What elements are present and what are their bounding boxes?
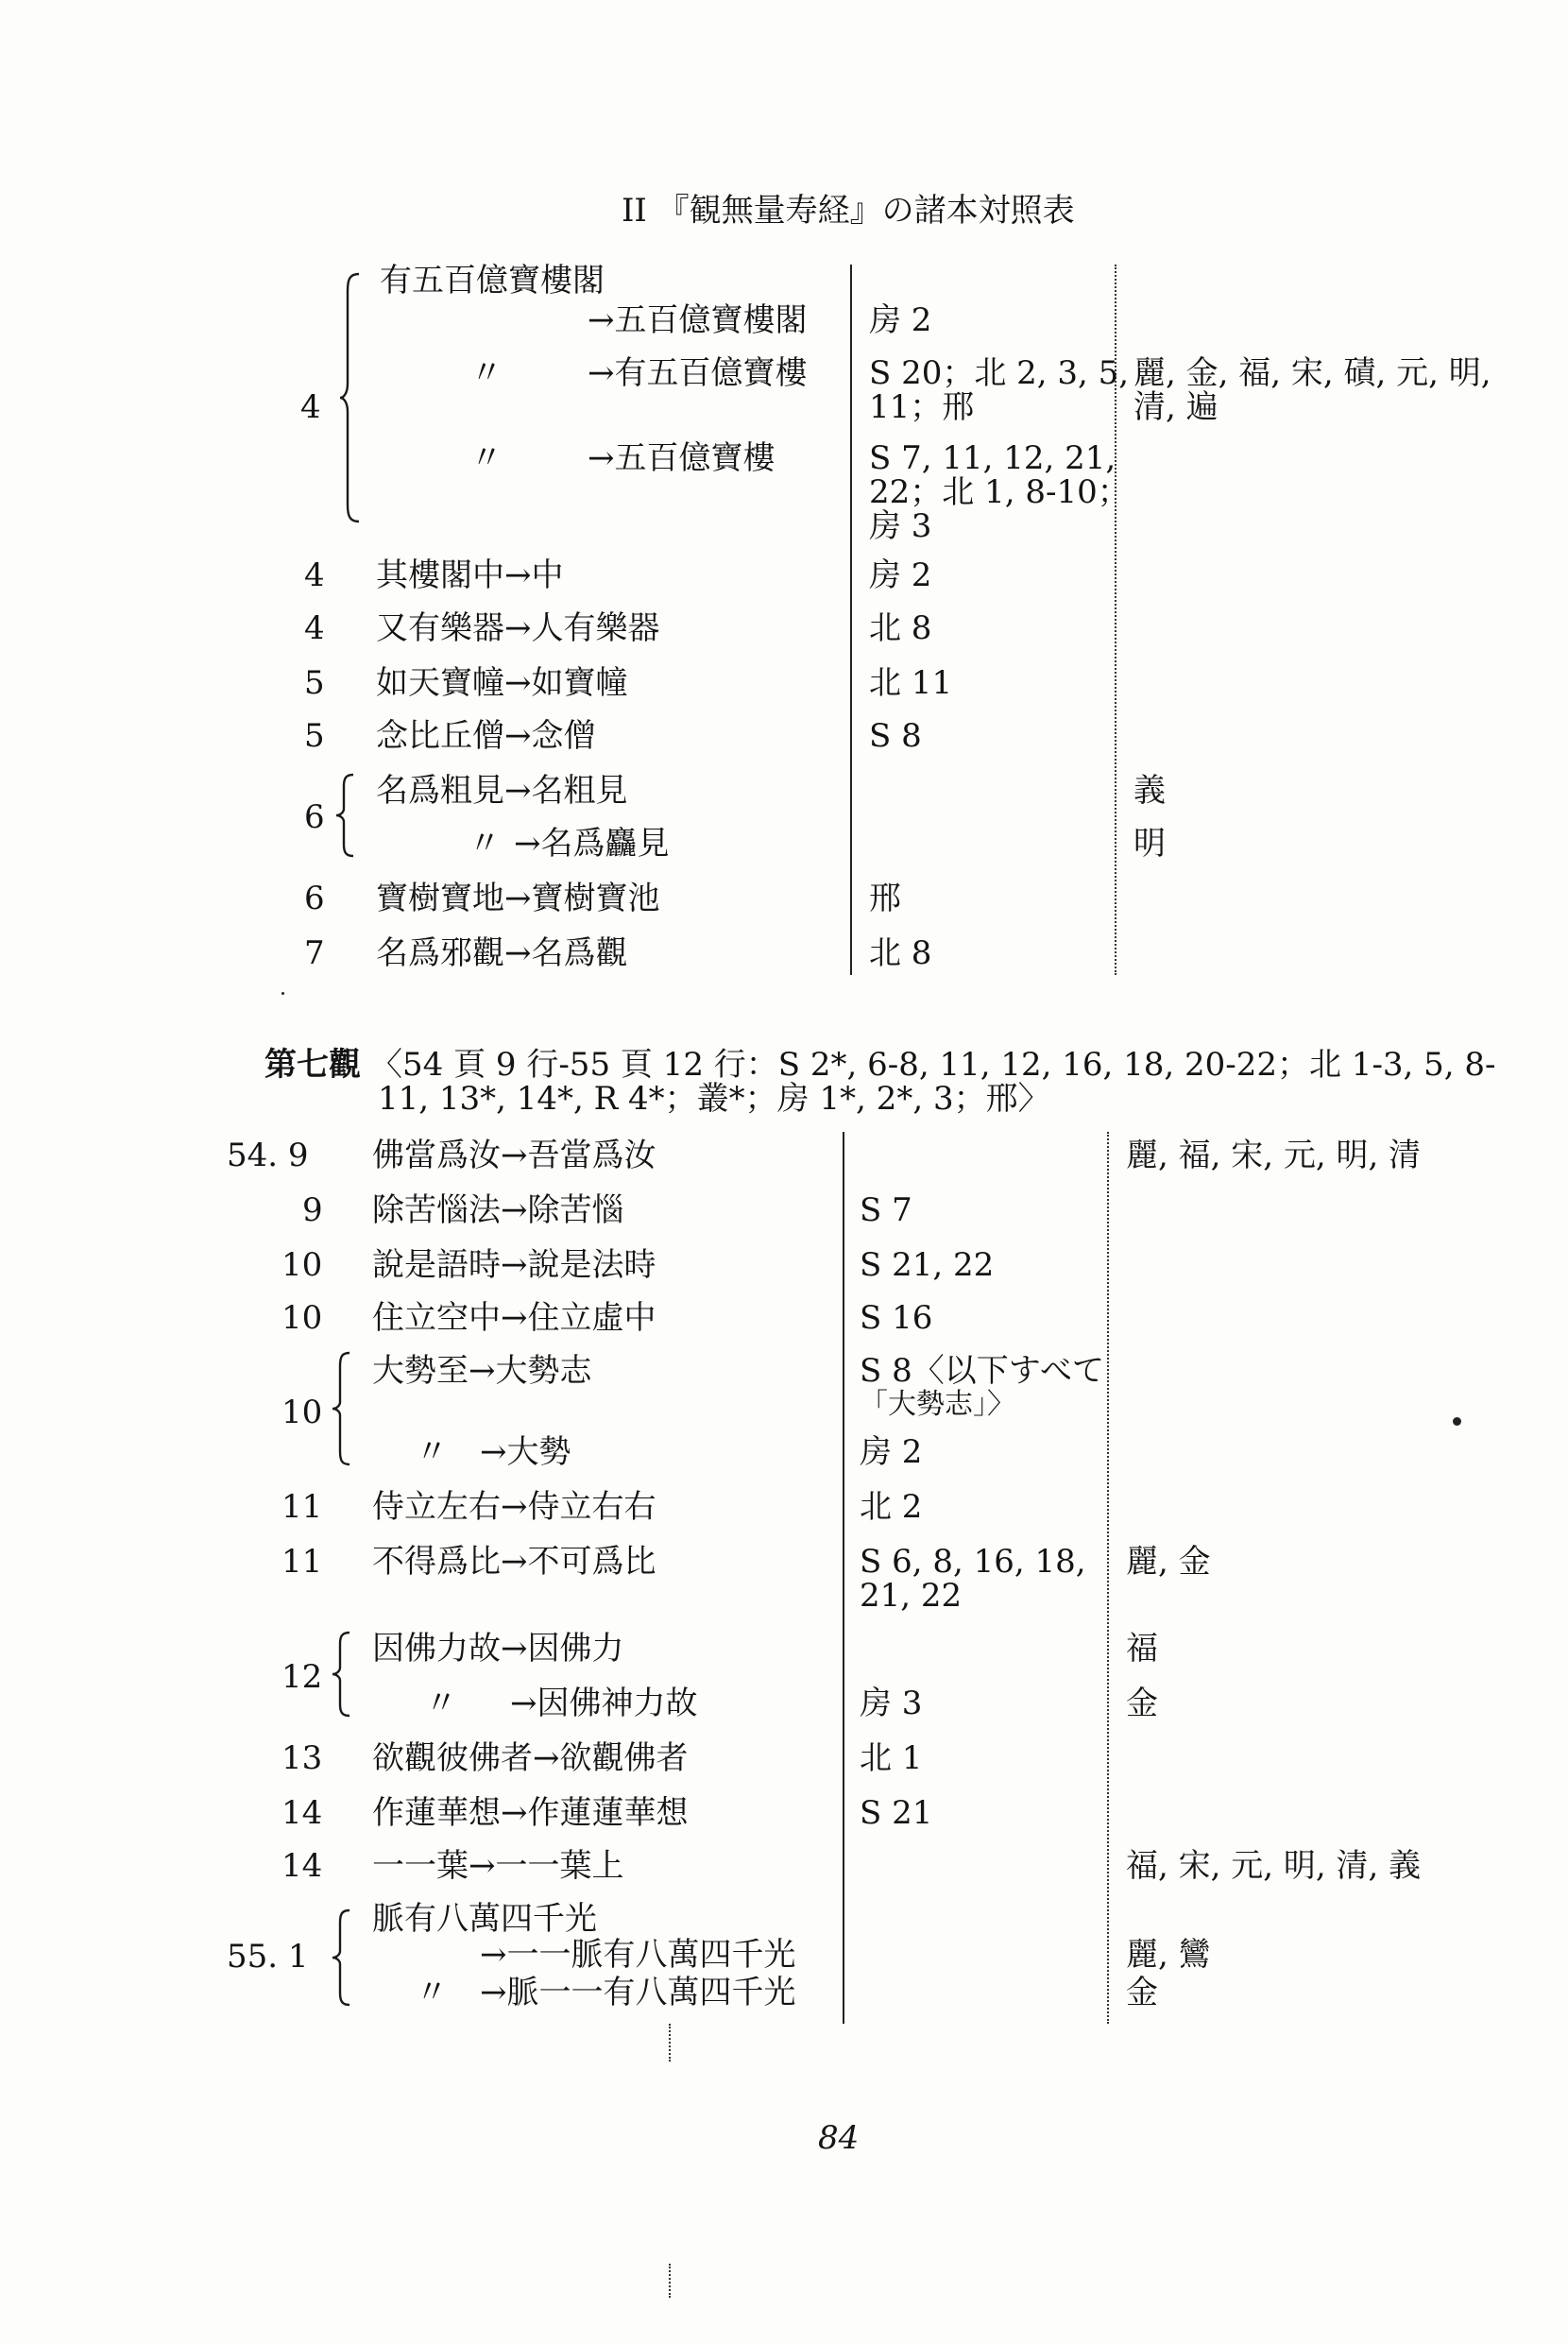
line-number: 4	[300, 388, 321, 426]
entry-text: 作蓮華想→作蓮蓮華想	[372, 1794, 689, 1832]
line-number: 4	[304, 556, 325, 594]
group-brace	[334, 773, 355, 858]
entry-sources: S 16	[860, 1299, 933, 1337]
entry-editions: 福, 宋, 元, 明, 清, 義	[1126, 1847, 1422, 1885]
line-number: 55. 1	[227, 1938, 309, 1976]
entry-text: 名爲邪觀→名爲觀	[376, 934, 628, 972]
column-divider-editions	[1107, 1132, 1109, 2024]
line-number: 9	[302, 1191, 323, 1229]
entry-editions: 麗, 鸞	[1126, 1936, 1211, 1974]
entry-sources: S 7, 11, 12, 21,	[869, 439, 1116, 477]
entry-sources: 房 3	[869, 507, 932, 545]
line-number: 11	[281, 1543, 323, 1581]
entry-text: 欲觀彼佛者→欲觀佛者	[372, 1739, 689, 1777]
entry-sources: 北 1	[860, 1739, 923, 1777]
entry-variant: →五百億寶樓閣	[588, 301, 808, 339]
entry-sources: S 20；北 2, 3, 5,	[869, 354, 1130, 392]
section-heading-detail: 〈54 頁 9 行-55 頁 12 行：S 2*, 6-8, 11, 12, 16, 18, 20-22；北 1-3, 5, 8-	[370, 1046, 1496, 1084]
entry-sources: 21, 22	[860, 1577, 963, 1615]
entry-sources: 11；邢	[869, 388, 975, 426]
group-brace	[331, 1351, 351, 1466]
entry-editions: 金	[1126, 1685, 1158, 1722]
entry-text: →一一脈有八萬四千光	[480, 1936, 796, 1974]
entry-text: 住立空中→住立虛中	[372, 1299, 656, 1337]
entry-sources: S 8	[869, 717, 922, 755]
entry-sources: 房 2	[860, 1433, 923, 1471]
entry-editions: 金	[1126, 1974, 1158, 2011]
entry-text: →大勢	[480, 1433, 571, 1471]
entry-text: →脈一一有八萬四千光	[480, 1974, 796, 2011]
entry-variant: →有五百億寶樓	[588, 354, 808, 392]
ditto-mark: 〃	[416, 1974, 448, 2011]
entry-text: 其樓閣中→中	[376, 556, 564, 594]
entry-sources: 北 8	[869, 934, 932, 972]
line-number: 14	[281, 1794, 323, 1832]
line-number: 14	[281, 1847, 323, 1885]
section-heading-detail: 11, 13*, 14*, R 4*；叢*；房 1*, 2*, 3；邢〉	[378, 1080, 1050, 1118]
scan-speck	[1453, 1417, 1461, 1426]
ditto-mark: 〃	[470, 354, 503, 392]
section-heading: 第七觀	[264, 1046, 361, 1084]
column-divider-sources	[850, 265, 852, 975]
entry-text: 除苦惱法→除苦惱	[372, 1191, 624, 1229]
entry-text: 一一葉→一一葉上	[372, 1847, 624, 1885]
group-brace	[331, 1908, 351, 2007]
ditto-mark: 〃	[470, 439, 503, 477]
entry-variant: →五百億寶樓	[588, 439, 775, 477]
entry-head-text: 脈有八萬四千光	[372, 1900, 597, 1938]
entry-text: 名爲粗見→名粗見	[376, 772, 628, 810]
line-number: 10	[281, 1299, 323, 1337]
entry-sources: 北 11	[869, 664, 953, 702]
entry-sources: S 7	[860, 1191, 912, 1229]
scan-speck	[281, 992, 284, 995]
entry-editions: 義	[1133, 772, 1166, 810]
group-brace	[331, 1631, 351, 1718]
scan-mark	[669, 2264, 671, 2298]
line-number: 54. 9	[227, 1137, 309, 1174]
entry-sources: 「大勢志」〉	[860, 1388, 1015, 1421]
line-number: 10	[281, 1394, 323, 1431]
entry-editions: 麗, 金	[1126, 1543, 1211, 1581]
entry-head-text: 有五百億寶樓閣	[380, 262, 605, 299]
line-number: 11	[281, 1488, 323, 1526]
entry-text: 又有樂器→人有樂器	[376, 609, 660, 647]
entry-sources: 邢	[869, 880, 901, 917]
entry-sources: 北 8	[869, 609, 932, 647]
line-number: 6	[304, 880, 325, 917]
entry-sources: 房 3	[860, 1685, 923, 1722]
column-divider-sources	[843, 1132, 844, 2024]
entry-editions: 麗, 金, 福, 宋, 磧, 元, 明,	[1133, 354, 1491, 392]
entry-sources: S 8〈以下すべて	[860, 1352, 1105, 1390]
entry-text: 侍立左右→侍立右右	[372, 1488, 656, 1526]
entry-text: 因佛力故→因佛力	[372, 1630, 624, 1668]
entry-sources: S 21, 22	[860, 1246, 995, 1284]
entry-text: 如天寶幢→如寶幢	[376, 664, 628, 702]
entry-text: 佛當爲汝→吾當爲汝	[372, 1137, 656, 1174]
entry-sources: 22；北 1, 8-10；	[869, 473, 1130, 511]
entry-text: 不得爲比→不可爲比	[372, 1543, 656, 1581]
entry-sources: 房 2	[869, 301, 932, 339]
page-number: 84	[818, 2119, 860, 2157]
entry-text: 大勢至→大勢志	[372, 1352, 592, 1390]
line-number: 12	[281, 1658, 323, 1696]
entry-sources: S 6, 8, 16, 18,	[860, 1543, 1086, 1581]
group-brace	[338, 272, 361, 523]
line-number: 6	[304, 798, 325, 836]
ditto-mark: 〃	[416, 1433, 448, 1471]
line-number: 7	[304, 934, 325, 972]
entry-sources: S 21	[860, 1794, 933, 1832]
entry-sources: 北 2	[860, 1488, 923, 1526]
ditto-mark: 〃	[425, 1685, 457, 1722]
ditto-mark: 〃	[469, 825, 501, 863]
entry-text: 說是語時→說是法時	[372, 1246, 656, 1284]
entry-editions: 清, 遍	[1133, 388, 1219, 426]
scan-mark	[669, 2024, 671, 2062]
line-number: 4	[304, 609, 325, 647]
entry-editions: 福	[1126, 1630, 1158, 1668]
entry-text: →名爲麤見	[514, 825, 670, 863]
running-title: II 『観無量寿経』の諸本対照表	[622, 192, 1075, 230]
line-number: 13	[281, 1739, 323, 1777]
entry-text: →因佛神力故	[510, 1685, 698, 1722]
entry-editions: 麗, 福, 宋, 元, 明, 清	[1126, 1137, 1422, 1174]
line-number: 5	[304, 717, 325, 755]
entry-sources: 房 2	[869, 556, 932, 594]
line-number: 10	[281, 1246, 323, 1284]
entry-editions: 明	[1133, 825, 1166, 863]
entry-text: 念比丘僧→念僧	[376, 717, 596, 755]
line-number: 5	[304, 664, 325, 702]
entry-text: 寶樹寶地→寶樹寶池	[376, 880, 660, 917]
